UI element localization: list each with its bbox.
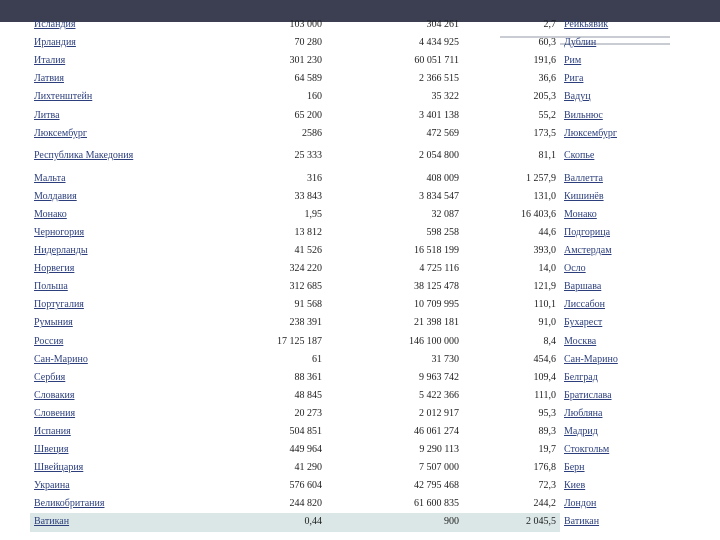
country-cell (30, 16, 170, 34)
capital-link[interactable]: Любляна (564, 407, 603, 419)
capital-link[interactable]: Кишинёв (564, 190, 604, 202)
population-cell: 46 061 274 (414, 426, 459, 438)
population-cell: 2 012 917 (419, 407, 459, 419)
country-name-link[interactable]: Испания (34, 426, 71, 438)
population-cell: 304 261 (426, 19, 459, 31)
country-name-link[interactable]: Монако (34, 208, 67, 220)
countries-table-body (30, 16, 695, 532)
area-cell: 70 280 (294, 37, 322, 49)
area-cell: 301 230 (289, 55, 322, 67)
capital-cell (560, 296, 695, 314)
capital-cell (560, 459, 695, 477)
country-cell (30, 143, 170, 170)
population-cell: 16 518 199 (414, 245, 459, 257)
area-cell: 324 220 (289, 263, 322, 275)
country-name-link[interactable]: Сербия (34, 371, 66, 383)
table-row (30, 459, 695, 477)
population-cell: 408 009 (426, 172, 459, 184)
capital-link[interactable]: Лиссабон (564, 299, 606, 311)
capital-link[interactable]: Скопье (564, 150, 595, 162)
table-row (30, 405, 695, 423)
table-row (30, 206, 695, 224)
capital-cell (560, 16, 695, 34)
table-row (30, 170, 695, 188)
country-cell (30, 459, 170, 477)
capital-cell (560, 224, 695, 242)
table-row (30, 296, 695, 314)
area-cell: 2586 (302, 127, 322, 139)
area-cell: 91 568 (294, 299, 322, 311)
country-cell (30, 106, 170, 124)
density-cell: 81,1 (538, 150, 556, 162)
population-cell: 21 398 181 (414, 317, 459, 329)
capital-link[interactable]: Амстердам (564, 245, 612, 257)
capital-link[interactable]: Рейкьявик (564, 19, 609, 31)
country-name-link[interactable]: Нидерланды (34, 245, 88, 257)
country-name-link[interactable]: Исландия (34, 19, 76, 31)
country-name-link[interactable]: Молдавия (34, 190, 77, 202)
table-row (30, 441, 695, 459)
population-cell: 4 434 925 (419, 37, 459, 49)
area-cell: 160 (307, 91, 322, 103)
table-row (30, 224, 695, 242)
area-cell: 13 812 (294, 226, 322, 238)
area-cell: 65 200 (294, 109, 322, 121)
country-cell (30, 224, 170, 242)
capital-cell (560, 369, 695, 387)
country-name-link[interactable]: Люксембург (34, 127, 87, 139)
country-name-link[interactable]: Португалия (34, 299, 84, 311)
table-row (30, 34, 695, 52)
population-cell: 146 100 000 (409, 335, 459, 347)
table-row (30, 260, 695, 278)
density-cell: 72,3 (538, 480, 556, 492)
country-name-link[interactable]: Ватикан (34, 516, 70, 528)
country-cell (30, 477, 170, 495)
table-row (30, 88, 695, 106)
population-cell: 60 051 711 (414, 55, 459, 67)
capital-link[interactable]: Рим (564, 55, 582, 67)
area-cell: 576 604 (289, 480, 322, 492)
density-cell: 109,4 (533, 371, 556, 383)
density-cell: 19,7 (538, 444, 556, 456)
density-cell: 131,0 (533, 190, 556, 202)
capital-cell (560, 206, 695, 224)
area-cell: 41 526 (294, 245, 322, 257)
density-cell: 244,2 (533, 498, 556, 510)
country-cell (30, 278, 170, 296)
capital-link[interactable]: Подгорица (564, 226, 611, 238)
table-row (30, 16, 695, 34)
country-cell (30, 441, 170, 459)
area-cell: 25 333 (294, 150, 322, 162)
country-name-link[interactable]: Мальта (34, 172, 66, 184)
area-cell: 103 000 (289, 19, 322, 31)
country-name-link[interactable]: Италия (34, 55, 66, 67)
capital-link[interactable]: Сан-Марино (564, 353, 618, 365)
table-row (30, 70, 695, 88)
country-name-link[interactable]: Румыния (34, 317, 73, 329)
area-cell: 244 820 (289, 498, 322, 510)
table-row (30, 387, 695, 405)
capital-link[interactable]: Белград (564, 371, 598, 383)
country-cell (30, 52, 170, 70)
density-cell: 2,7 (543, 19, 556, 31)
capital-link[interactable]: Рига (564, 73, 584, 85)
capital-link[interactable]: Дублин (564, 37, 597, 49)
capital-cell (560, 88, 695, 106)
capital-link[interactable]: Вильнюс (564, 109, 603, 121)
area-cell: 64 589 (294, 73, 322, 85)
country-name-link[interactable]: Россия (34, 335, 64, 347)
capital-link[interactable]: Киев (564, 480, 586, 492)
country-cell (30, 513, 170, 531)
density-cell: 191,6 (533, 55, 556, 67)
table-row (30, 52, 695, 70)
population-cell: 38 125 478 (414, 281, 459, 293)
capital-cell (560, 106, 695, 124)
area-cell: 61 (312, 353, 322, 365)
table-row (30, 513, 695, 531)
country-cell (30, 296, 170, 314)
capital-link[interactable]: Москва (564, 335, 597, 347)
table-row (30, 188, 695, 206)
capital-link[interactable]: Стокгольм (564, 444, 610, 456)
population-cell: 61 600 835 (414, 498, 459, 510)
table-row (30, 369, 695, 387)
capital-link[interactable]: Валлетта (564, 172, 603, 184)
country-cell (30, 387, 170, 405)
population-cell: 4 725 116 (419, 263, 459, 275)
country-name-link[interactable]: Ирландия (34, 37, 76, 49)
capital-link[interactable]: Варшава (564, 281, 602, 293)
capital-cell (560, 143, 695, 170)
density-cell: 111,0 (534, 389, 556, 401)
area-cell: 33 843 (294, 190, 322, 202)
country-cell (30, 351, 170, 369)
density-cell: 95,3 (538, 407, 556, 419)
country-cell (30, 369, 170, 387)
capital-cell (560, 423, 695, 441)
capital-cell (560, 125, 695, 143)
density-cell: 205,3 (533, 91, 556, 103)
area-cell: 20 273 (294, 407, 322, 419)
density-cell: 36,6 (538, 73, 556, 85)
density-cell: 1 257,9 (526, 172, 556, 184)
population-cell: 2 054 800 (419, 150, 459, 162)
country-cell (30, 125, 170, 143)
table-row (30, 333, 695, 351)
area-cell: 316 (307, 172, 322, 184)
country-cell (30, 34, 170, 52)
country-cell (30, 170, 170, 188)
capital-cell (560, 278, 695, 296)
capital-link[interactable]: Вадуц (564, 91, 591, 103)
country-name-link[interactable]: Словакия (34, 389, 75, 401)
country-name-link[interactable]: Словения (34, 407, 76, 419)
population-cell: 32 087 (431, 208, 459, 220)
density-cell: 2 045,5 (463, 513, 560, 531)
table-row (30, 278, 695, 296)
population-cell: 9 963 742 (419, 371, 459, 383)
country-name-link[interactable]: Республика Македония (34, 150, 134, 162)
country-cell (30, 206, 170, 224)
country-name-link[interactable]: Черногория (34, 226, 85, 238)
population-cell: 5 422 366 (419, 389, 459, 401)
capital-link[interactable]: Осло (564, 263, 586, 275)
capital-link[interactable]: Берн (564, 462, 585, 474)
capital-cell (560, 188, 695, 206)
country-name-link[interactable]: Литва (34, 109, 60, 121)
country-name-link[interactable]: Норвегия (34, 263, 75, 275)
capital-cell (560, 70, 695, 88)
capital-cell (560, 351, 695, 369)
capital-cell (560, 441, 695, 459)
capital-cell (560, 314, 695, 332)
density-cell: 393,0 (533, 245, 556, 257)
density-cell: 121,9 (533, 281, 556, 293)
country-name-link[interactable]: Швейцария (34, 462, 84, 474)
country-name-link[interactable]: Великобритания (34, 498, 105, 510)
density-cell: 60,3 (538, 37, 556, 49)
capital-cell (560, 260, 695, 278)
country-cell (30, 242, 170, 260)
density-cell: 55,2 (538, 109, 556, 121)
density-cell: 173,5 (533, 127, 556, 139)
capital-cell (560, 170, 695, 188)
country-cell (30, 333, 170, 351)
country-cell (30, 260, 170, 278)
table-row (30, 423, 695, 441)
capital-cell (560, 52, 695, 70)
density-cell: 8,4 (543, 335, 556, 347)
population-cell: 42 795 468 (414, 480, 459, 492)
population-cell: 9 290 113 (419, 444, 459, 456)
population-cell: 7 507 000 (419, 462, 459, 474)
density-cell: 454,6 (533, 353, 556, 365)
capital-link[interactable]: Люксембург (564, 127, 617, 139)
country-cell (30, 405, 170, 423)
area-cell: 1,95 (304, 208, 322, 220)
table-row (30, 351, 695, 369)
capital-cell (560, 495, 695, 513)
area-cell: 504 851 (289, 426, 322, 438)
area-cell: 41 290 (294, 462, 322, 474)
country-name-link[interactable]: Сан-Марино (34, 353, 88, 365)
table-row (30, 242, 695, 260)
capital-cell (560, 387, 695, 405)
table-row (30, 477, 695, 495)
area-cell: 238 391 (289, 317, 322, 329)
density-cell: 44,6 (538, 226, 556, 238)
density-cell: 14,0 (538, 263, 556, 275)
country-cell (30, 70, 170, 88)
capital-cell (560, 405, 695, 423)
capital-link[interactable]: Братислава (564, 389, 612, 401)
table-row (30, 143, 695, 170)
capital-cell (560, 477, 695, 495)
area-cell: 0,44 (170, 513, 326, 531)
country-cell (30, 314, 170, 332)
capital-link[interactable]: Лондон (564, 498, 597, 510)
density-cell: 176,8 (533, 462, 556, 474)
country-cell (30, 88, 170, 106)
area-cell: 449 964 (289, 444, 322, 456)
country-name-link[interactable]: Латвия (34, 73, 65, 85)
capital-cell (560, 513, 695, 531)
capital-cell (560, 333, 695, 351)
country-name-link[interactable]: Швеция (34, 444, 69, 456)
capital-link[interactable]: Ватикан (564, 516, 600, 528)
area-cell: 88 361 (294, 371, 322, 383)
table-row (30, 125, 695, 143)
country-cell (30, 188, 170, 206)
capital-link[interactable]: Монако (564, 208, 597, 220)
country-name-link[interactable]: Украина (34, 480, 70, 492)
population-cell: 900 (326, 513, 463, 531)
capital-link[interactable]: Бухарест (564, 317, 603, 329)
capital-cell (560, 242, 695, 260)
area-cell: 312 685 (289, 281, 322, 293)
country-name-link[interactable]: Польша (34, 281, 68, 293)
density-cell: 16 403,6 (521, 208, 556, 220)
table-row (30, 106, 695, 124)
country-cell (30, 495, 170, 513)
countries-table (30, 16, 695, 532)
population-cell: 598 258 (426, 226, 459, 238)
population-cell: 3 834 547 (419, 190, 459, 202)
country-name-link[interactable]: Лихтенштейн (34, 91, 93, 103)
population-cell: 2 366 515 (419, 73, 459, 85)
capital-link[interactable]: Мадрид (564, 426, 598, 438)
density-cell: 89,3 (538, 426, 556, 438)
population-cell: 35 322 (431, 91, 459, 103)
density-cell: 91,0 (538, 317, 556, 329)
table-row (30, 314, 695, 332)
density-cell: 110,1 (533, 299, 556, 311)
population-cell: 10 709 995 (414, 299, 459, 311)
population-cell: 472 569 (426, 127, 459, 139)
table-row (30, 495, 695, 513)
capital-cell (560, 34, 695, 52)
country-cell (30, 423, 170, 441)
population-cell: 31 730 (431, 353, 459, 365)
area-cell: 48 845 (294, 389, 322, 401)
area-cell: 17 125 187 (277, 335, 322, 347)
population-cell: 3 401 138 (419, 109, 459, 121)
